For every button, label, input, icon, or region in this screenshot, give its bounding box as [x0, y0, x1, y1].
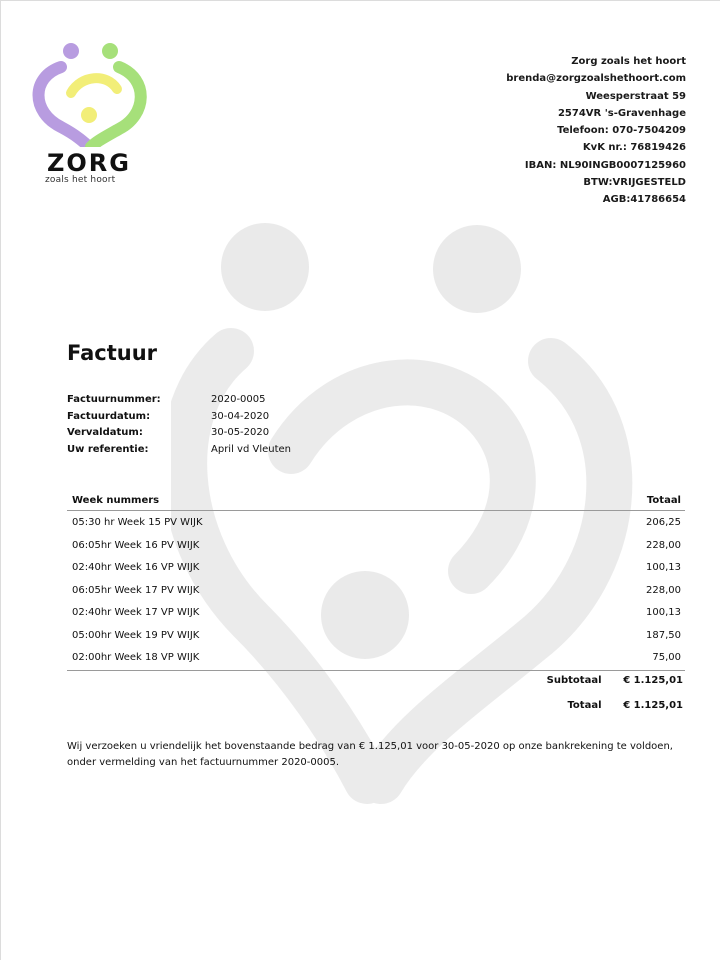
row-description: 06:05hr Week 16 PV WIJK	[72, 539, 200, 551]
company-details	[506, 53, 686, 209]
payment-note-line: onder vermelding van het factuurnummer 2020-0005.	[67, 757, 340, 768]
meta-label: Factuurnummer:	[67, 394, 161, 405]
row-total: 228,00	[646, 539, 681, 551]
row-total: 187,50	[646, 629, 681, 641]
logo-tagline: zoals het hoort	[45, 175, 116, 185]
company-email: brenda@zorgzoalshethoort.com	[506, 73, 686, 85]
meta-label: Vervaldatum:	[67, 427, 143, 438]
meta-label: Factuurdatum:	[67, 410, 151, 422]
meta-value: 2020-0005	[211, 394, 266, 405]
subtotal-value: € 1.125,01	[623, 675, 683, 686]
subtotal-label: Subtotaal	[546, 675, 602, 686]
table-body	[67, 511, 685, 671]
table-row	[67, 647, 685, 670]
table-row	[67, 535, 685, 558]
meta-row	[67, 392, 291, 409]
invoice-table	[67, 491, 685, 671]
table-row	[67, 602, 685, 625]
logo-word: ZORG	[47, 149, 131, 177]
company-btw: BTW:VRIJGESTELD	[583, 177, 686, 189]
table-row	[67, 557, 685, 580]
company-name: Zorg zoals het hoort	[571, 56, 686, 67]
invoice-meta	[67, 392, 291, 458]
total-value: € 1.125,01	[623, 700, 683, 711]
table-row	[67, 580, 685, 603]
payment-note-line: Wij verzoeken u vriendelijk het bovenstaande bedrag van € 1.125,01 voor 30-05-2020 op onze bankrekening te voldoen,	[67, 741, 673, 752]
column-header-description: Week nummers	[72, 495, 160, 506]
meta-label: Uw referentie:	[67, 443, 149, 455]
payment-note	[67, 739, 687, 771]
table-header	[67, 491, 685, 511]
subtotal-row	[502, 675, 683, 686]
meta-row	[67, 442, 291, 459]
row-description: 02:00hr Week 18 VP WIJK	[72, 652, 200, 663]
heart-logo-icon	[31, 37, 151, 147]
meta-value: April vd Vleuten	[211, 443, 291, 455]
meta-row	[67, 409, 291, 426]
meta-value: 30-05-2020	[211, 427, 270, 438]
company-agb: AGB:41786654	[602, 194, 686, 206]
table-row	[67, 512, 685, 535]
row-total: 206,25	[646, 517, 681, 528]
company-logo	[31, 37, 151, 187]
company-phone: Telefoon: 070-7504209	[557, 125, 686, 137]
row-total: 75,00	[652, 652, 681, 663]
table-row	[67, 625, 685, 648]
total-label: Totaal	[567, 700, 602, 711]
row-description: 02:40hr Week 16 VP WIJK	[72, 562, 200, 573]
row-total: 100,13	[646, 562, 681, 573]
row-description: 05:30 hr Week 15 PV WIJK	[72, 517, 203, 528]
meta-value: 30-04-2020	[211, 410, 270, 422]
company-kvk: KvK nr.: 76819426	[582, 142, 686, 154]
row-total: 228,00	[646, 584, 681, 596]
company-iban: IBAN: NL90INGB0007125960	[524, 159, 686, 171]
meta-row	[67, 425, 291, 442]
invoice-title: Factuur	[67, 341, 158, 365]
row-description: 02:40hr Week 17 VP WIJK	[72, 607, 200, 618]
row-total: 100,13	[646, 607, 681, 618]
row-description: 06:05hr Week 17 PV WIJK	[72, 584, 200, 596]
row-description: 05:00hr Week 19 PV WIJK	[72, 629, 200, 641]
column-header-total: Totaal	[646, 495, 681, 506]
company-street: Weesperstraat 59	[585, 90, 686, 102]
company-postal-city: 2574VR 's-Gravenhage	[557, 107, 686, 119]
total-row	[502, 700, 683, 711]
